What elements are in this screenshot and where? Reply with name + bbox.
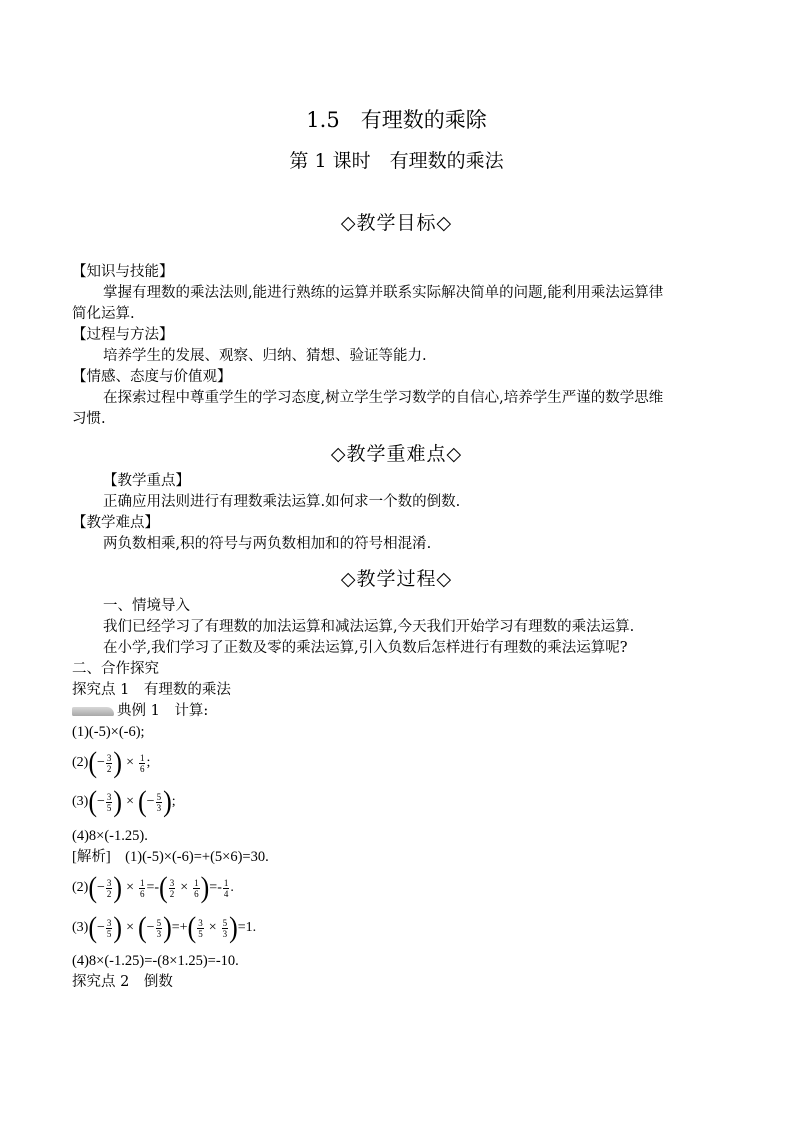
question-4: (4)8×(-1.25). xyxy=(72,828,148,844)
section-goals-heading: ◇教学目标◇ xyxy=(340,212,453,234)
question-1: (1)(-5)×(-6); xyxy=(72,724,145,740)
answer-2: (2) ( − $\frac{3}{2}$ ) × $\frac{1}{6}$ =- ( $\frac{3}{2}$ × $\frac{1}{6}$ ) =- $\frac{1}{4}$ . xyxy=(72,870,234,905)
emotion-text-line2: 习惯. xyxy=(72,411,106,427)
section-process-heading: ◇教学过程◇ xyxy=(340,568,453,590)
lesson-subtitle: 第 1 课时 有理数的乘法 xyxy=(289,150,504,172)
example-tag-icon xyxy=(72,707,114,716)
question-3: (3) ( − $\frac{3}{5}$ ) × ( − $\frac{5}{3}$ ) ; xyxy=(72,784,176,819)
difficulty-text: 两负数相乘,积的符号与两负数相加和的符号相混淆. xyxy=(103,536,432,552)
emotion-text-line1: 在探索过程中尊重学生的学习态度,树立学生学习数学的自信心,培养学生严谨的数学思维 xyxy=(103,390,664,406)
focus-label: 【教学重点】 xyxy=(103,473,190,489)
intro-text-line2: 在小学,我们学习了正数及零的乘法运算,引入负数后怎样进行有理数的乘法运算呢? xyxy=(103,640,628,656)
analysis-line-1: [解析] (1)(-5)×(-6)=+(5×6)=30. xyxy=(72,849,269,865)
knowledge-text-line1: 掌握有理数的乘法法则,能进行熟练的运算并联系实际解决简单的问题,能利用乘法运算律 xyxy=(103,285,664,301)
intro-heading: 一、情境导入 xyxy=(103,598,190,614)
answer-3: (3) ( − $\frac{3}{5}$ ) × ( − $\frac{5}{3}$ ) =+ ( $\frac{3}{5}$ × $\frac{5}{3}$ ) =1. xyxy=(72,910,257,945)
difficulty-label: 【教学难点】 xyxy=(72,515,159,531)
example-1-line xyxy=(72,701,208,721)
knowledge-text-line2: 简化运算. xyxy=(72,306,135,322)
emotion-label: 【情感、态度与价值观】 xyxy=(72,369,232,385)
explore-point-2: 探究点 2 倒数 xyxy=(72,974,173,990)
process-text: 培养学生的发展、观察、归纳、猜想、验证等能力. xyxy=(103,348,427,364)
example-1-label: 典例 1 计算: xyxy=(117,703,209,719)
explore-point-1: 探究点 1 有理数的乘法 xyxy=(72,682,231,698)
answer-4: (4)8×(-1.25)=-(8×1.25)=-10. xyxy=(72,953,239,969)
intro-text-line1: 我们已经学习了有理数的加法运算和减法运算,今天我们开始学习有理数的乘法运算. xyxy=(103,619,635,635)
question-2: (2) ( − $\frac{3}{2}$ ) × $\frac{1}{6}$ ; xyxy=(72,745,151,780)
explore-heading: 二、合作探究 xyxy=(72,661,159,677)
section-keypoints-heading: ◇教学重难点◇ xyxy=(330,443,463,465)
knowledge-label: 【知识与技能】 xyxy=(72,264,174,280)
process-label: 【过程与方法】 xyxy=(72,327,174,343)
lesson-title: 1.5 有理数的乘除 xyxy=(306,108,487,132)
focus-text: 正确应用法则进行有理数乘法运算.如何求一个数的倒数. xyxy=(103,494,461,510)
